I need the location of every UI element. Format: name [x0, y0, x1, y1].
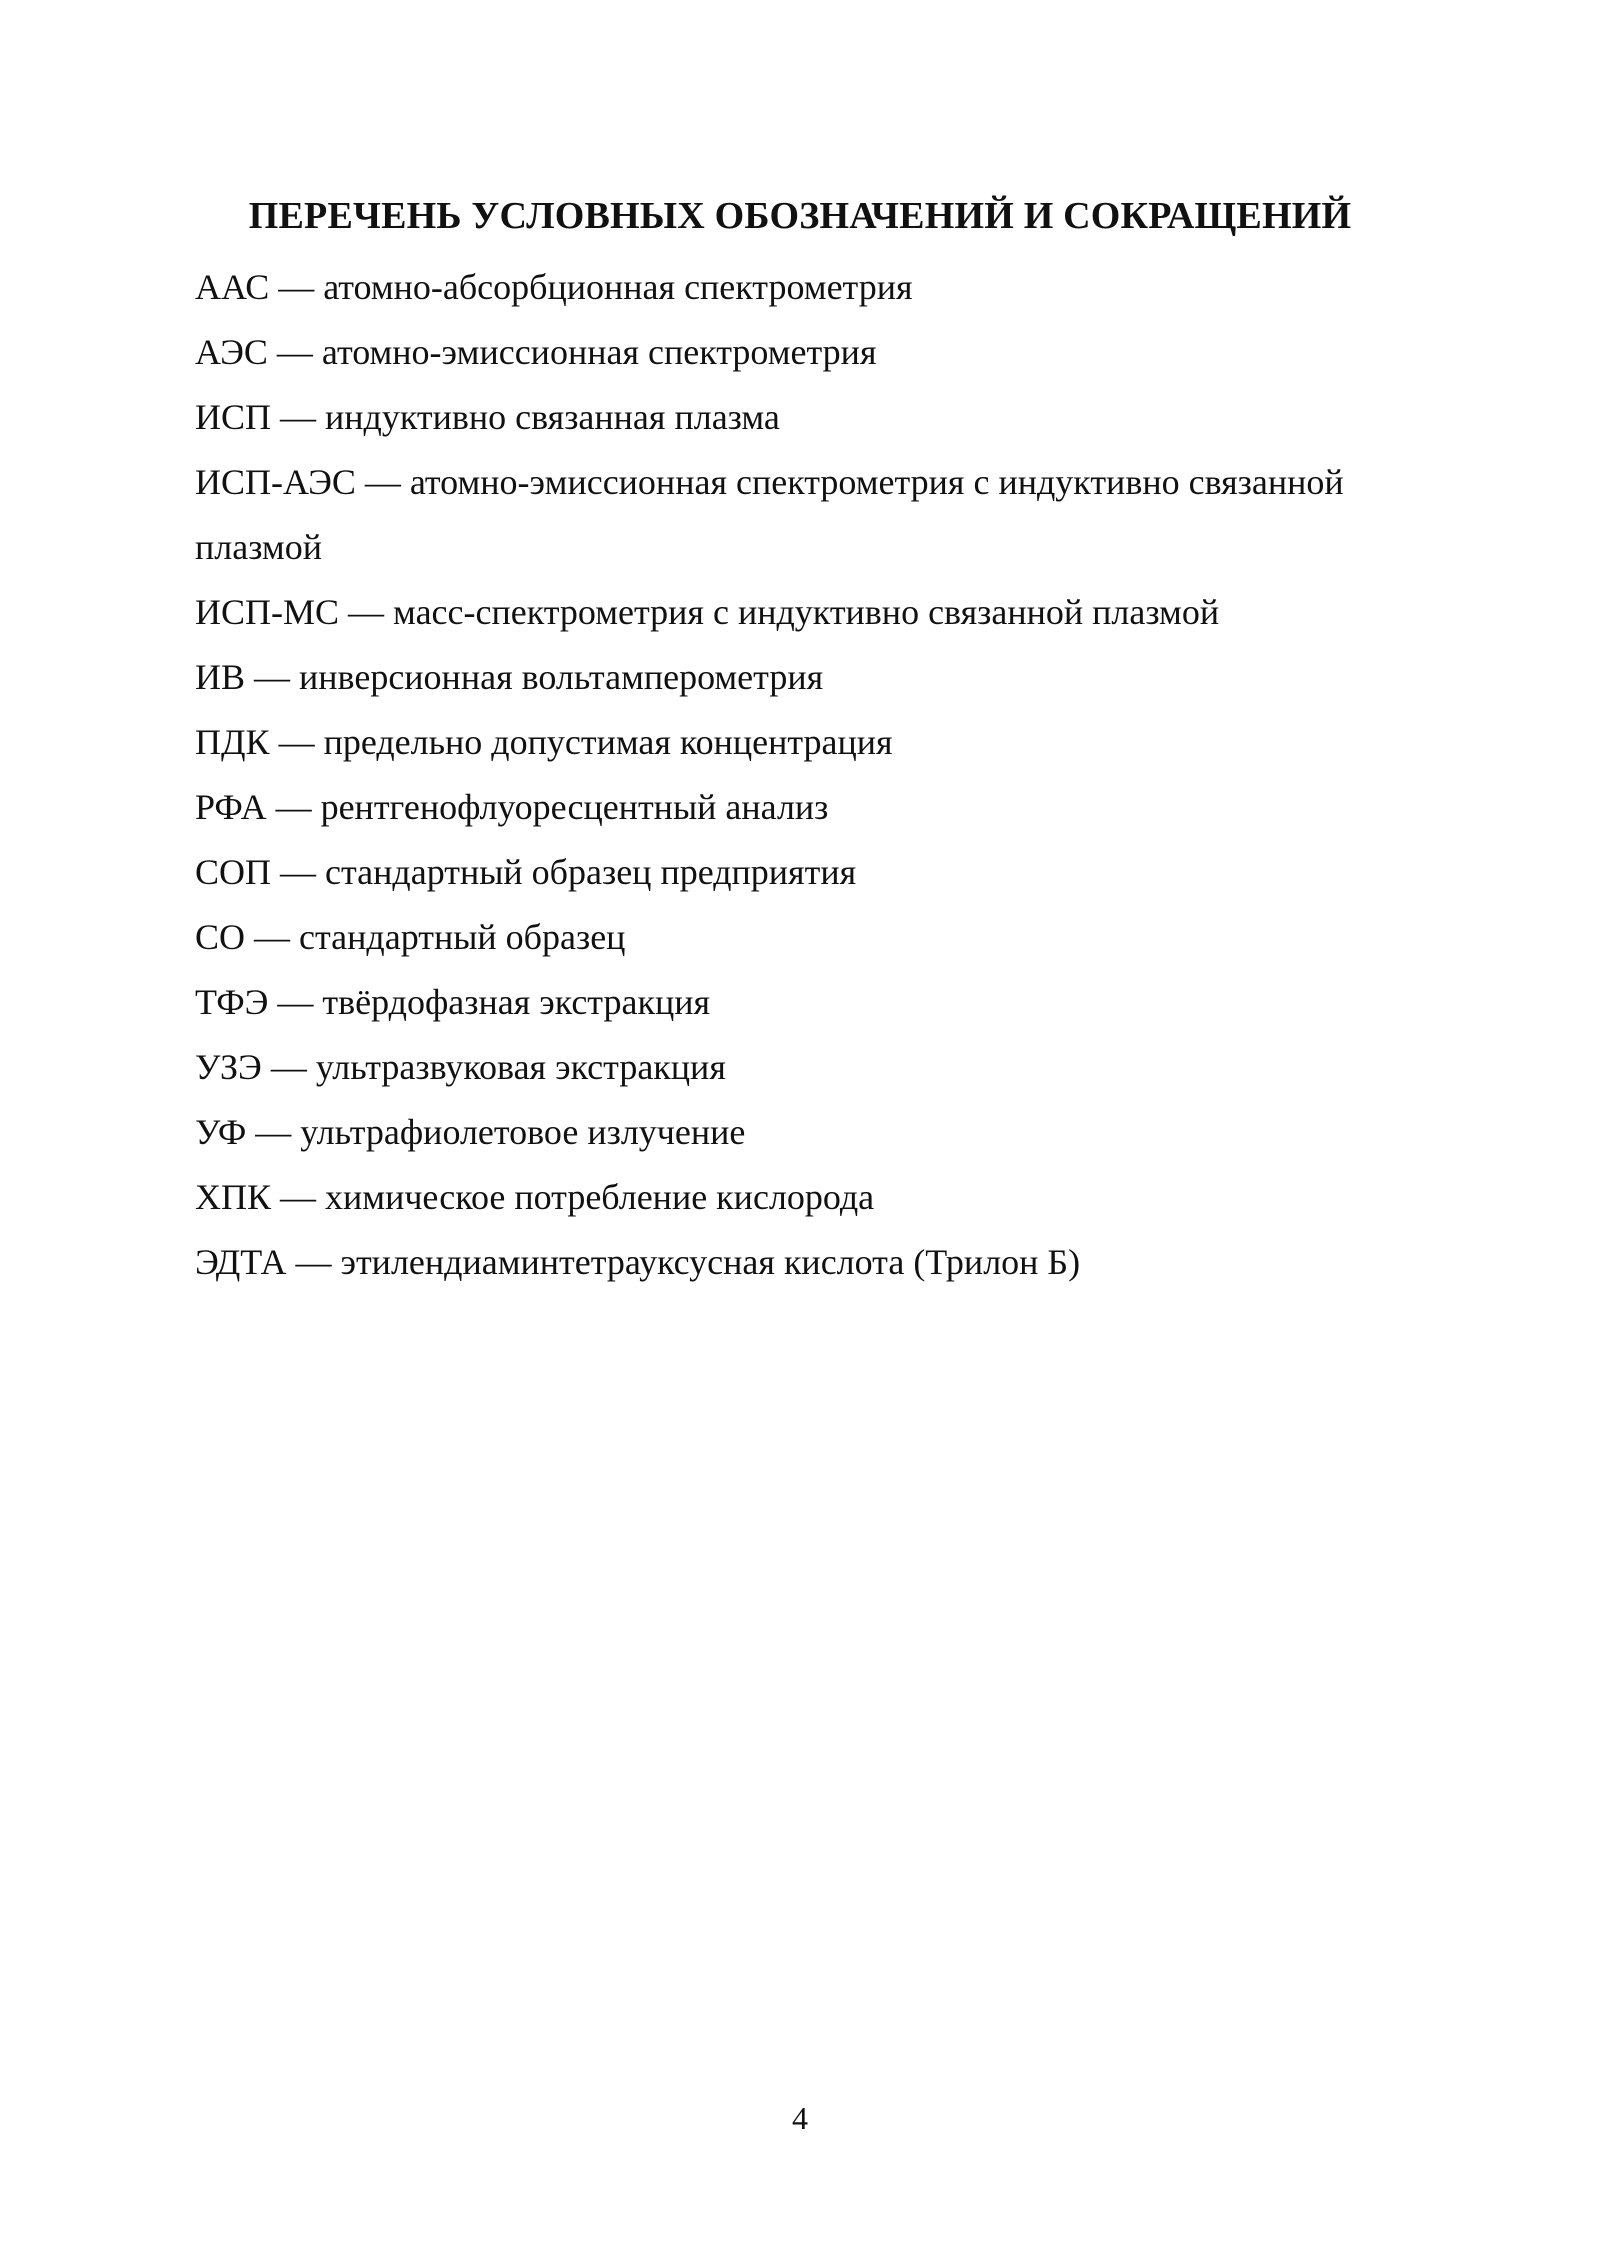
- definition: рентгенофлуоресцентный анализ: [320, 787, 829, 827]
- separator: —: [348, 592, 385, 632]
- separator: —: [275, 787, 312, 827]
- list-item: [195, 450, 1425, 580]
- list-item: [195, 645, 1425, 710]
- abbreviation: ПДК: [195, 722, 270, 762]
- abbreviation: СО: [195, 917, 246, 957]
- definition: масс-спектрометрия с индуктивно связанной плазмой: [393, 592, 1220, 632]
- page-title: ПЕРЕЧЕНЬ УСЛОВНЫХ ОБОЗНАЧЕНИЙ И СОКРАЩЕНИЙ: [248, 195, 1352, 237]
- list-item: [195, 710, 1425, 775]
- abbreviation: ЭДТА: [195, 1242, 287, 1282]
- abbreviation: СОП: [195, 852, 272, 892]
- definition: индуктивно связанная плазма: [325, 397, 780, 437]
- separator: —: [278, 267, 315, 307]
- list-item: [195, 385, 1425, 450]
- separator: —: [364, 462, 401, 502]
- abbreviation: ХПК: [195, 1177, 272, 1217]
- separator: —: [254, 917, 291, 957]
- definition: атомно-эмиссионная спектрометрия: [321, 332, 877, 372]
- definition: атомно-эмиссионная спектрометрия с индуктивно связанной плазмой: [195, 462, 1344, 567]
- page-number: 4: [792, 2100, 808, 2136]
- list-item: [195, 970, 1425, 1035]
- abbreviation: АЭС: [195, 332, 268, 372]
- abbreviation: УФ: [195, 1112, 247, 1152]
- list-item: [195, 1165, 1425, 1230]
- separator: —: [276, 332, 313, 372]
- abbreviation: ИСП: [195, 397, 272, 437]
- separator: —: [280, 852, 317, 892]
- separator: —: [254, 657, 291, 697]
- definition: ультразвуковая экстракция: [315, 1047, 726, 1087]
- abbreviation-list: [195, 255, 1425, 1295]
- list-item: [195, 1100, 1425, 1165]
- list-item: [195, 905, 1425, 970]
- abbreviation: УЗЭ: [195, 1047, 262, 1087]
- separator: —: [270, 1047, 307, 1087]
- list-item: [195, 1230, 1425, 1295]
- list-item: [195, 840, 1425, 905]
- definition: стандартный образец предприятия: [325, 852, 857, 892]
- abbreviation: ИСП-АЭС: [195, 462, 356, 502]
- definition: предельно допустимая концентрация: [323, 722, 893, 762]
- separator: —: [277, 982, 314, 1022]
- abbreviation: ААС: [195, 267, 270, 307]
- definition: инверсионная вольтамперометрия: [299, 657, 824, 697]
- list-item: [195, 320, 1425, 385]
- abbreviation: РФА: [195, 787, 267, 827]
- list-item: [195, 1035, 1425, 1100]
- abbreviation: ИВ: [195, 657, 246, 697]
- abbreviation: ИСП-МС: [195, 592, 340, 632]
- list-item: [195, 255, 1425, 320]
- list-item: [195, 775, 1425, 840]
- separator: —: [278, 722, 315, 762]
- definition: твёрдофазная экстракция: [322, 982, 711, 1022]
- definition: ультрафиолетовое излучение: [300, 1112, 746, 1152]
- definition: химическое потребление кислорода: [325, 1177, 875, 1217]
- abbreviation: ТФЭ: [195, 982, 269, 1022]
- separator: —: [280, 1177, 317, 1217]
- separator: —: [255, 1112, 292, 1152]
- separator: —: [280, 397, 317, 437]
- definition: этилендиаминтетрауксусная кислота (Трилон Б): [340, 1242, 1081, 1282]
- separator: —: [295, 1242, 332, 1282]
- definition: стандартный образец: [299, 917, 626, 957]
- definition: атомно-абсорбционная спектрометрия: [323, 267, 913, 307]
- list-item: [195, 580, 1425, 645]
